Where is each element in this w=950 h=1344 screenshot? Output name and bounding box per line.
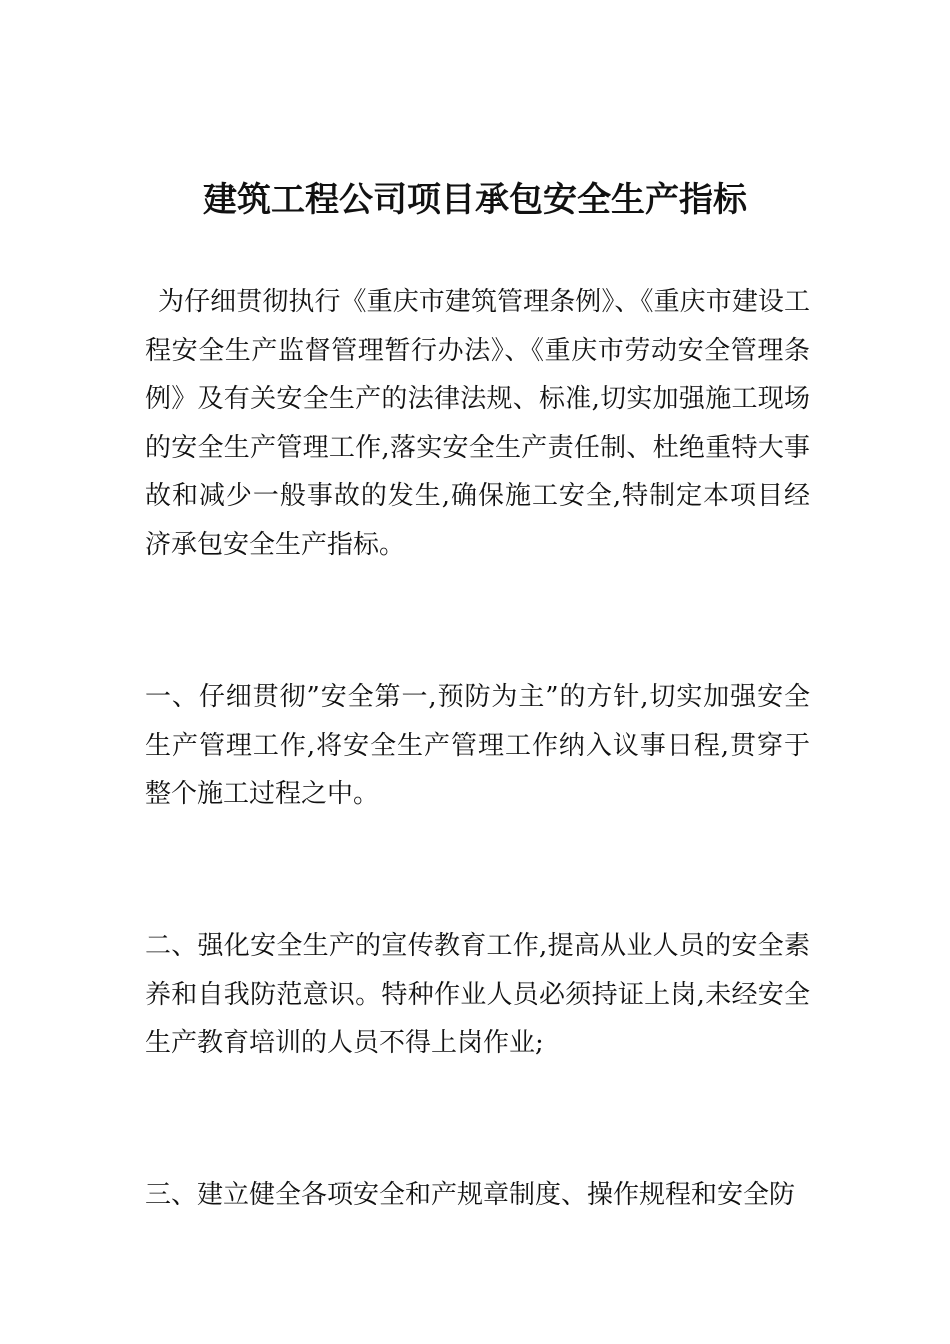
item-three-paragraph: 三、建立健全各项安全和产规章制度、操作规程和安全防 <box>145 1180 796 1210</box>
intro-paragraph: 为仔细贯彻执行《重庆市建筑管理条例》、《重庆市建设工程安全生产监督管理暂行办法》、《重庆市劳动安全管理条例》及有关安全生产的法律法规、标准,切实加强施工现场的安全生产管理工作,落实安全生产责任制、杜绝重特大事故和减少一般事故的发生,确保施工安全,特制定本项目经济承包安全生产指标。 <box>145 287 810 560</box>
item-two-paragraph: 二、强化安全生产的宣传教育工作,提高从业人员的安全素养和自我防范意识。特种作业人员必须持证上岗,未经安全生产教育培训的人员不得上岗作业; <box>145 931 810 1058</box>
item-one-paragraph: 一、仔细贯彻”安全第一,预防为主”的方针,切实加强安全生产管理工作,将安全生产管理工作纳入议事日程,贯穿于整个施工过程之中。 <box>145 682 810 809</box>
document-title: 建筑工程公司项目承包安全生产指标 <box>203 180 747 220</box>
